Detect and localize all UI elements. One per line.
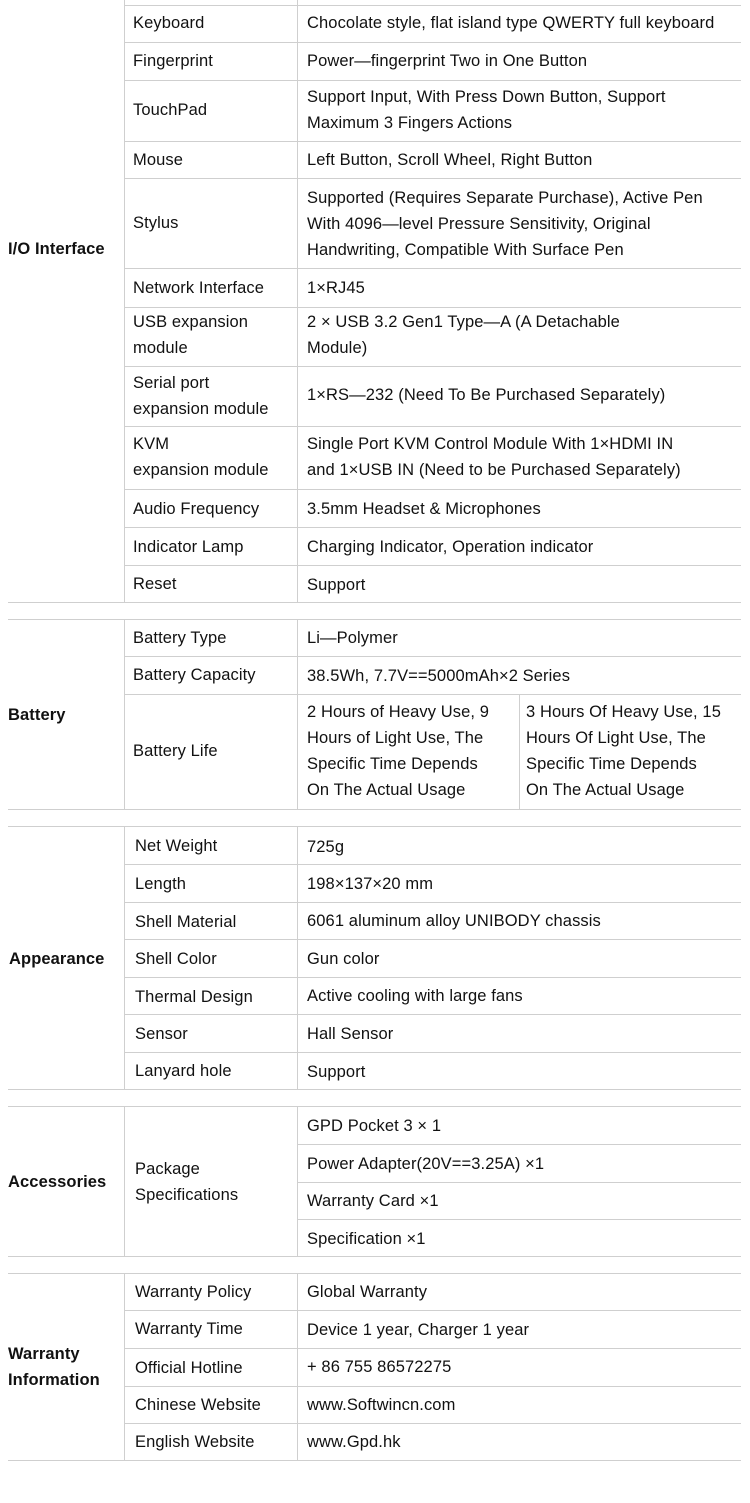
divider — [124, 366, 741, 367]
package-item: Power Adapter(20V==3.25A) ×1 — [307, 1155, 545, 1173]
spec-label-touchpad: TouchPad — [133, 101, 208, 119]
spec-value-touchpad-line2: Maximum 3 Fingers Actions — [307, 114, 513, 132]
divider — [124, 426, 741, 427]
spec-value-stylus-line3: Handwriting, Compatible With Surface Pen — [307, 241, 624, 259]
spec-label-keyboard: Keyboard — [133, 14, 205, 32]
spec-value-sensor: Hall Sensor — [307, 1025, 394, 1043]
spec-value-shell-material: 6061 aluminum alloy UNIBODY chassis — [307, 912, 601, 930]
divider — [124, 527, 741, 528]
spec-label-official-hotline: Official Hotline — [135, 1359, 243, 1377]
divider — [8, 1460, 741, 1461]
spec-label-indicator: Indicator Lamp — [133, 538, 244, 556]
category-appearance: Appearance — [9, 950, 105, 968]
spec-value-battery-life-a-line2: Hours of Light Use, The — [307, 729, 484, 747]
package-item: GPD Pocket 3 × 1 — [307, 1117, 442, 1135]
divider — [124, 1348, 741, 1349]
divider — [124, 902, 741, 903]
spec-label-shell-color: Shell Color — [135, 950, 217, 968]
divider — [124, 939, 741, 940]
spec-value-battery-type: Li—Polymer — [307, 629, 398, 647]
spec-label-length: Length — [135, 875, 187, 893]
divider — [124, 5, 741, 6]
spec-label-serial-line1: Serial port — [133, 374, 210, 392]
spec-value-battery-life-a-line4: On The Actual Usage — [307, 781, 466, 799]
divider — [8, 619, 741, 620]
spec-label-chinese-website: Chinese Website — [135, 1396, 261, 1414]
divider — [124, 1386, 741, 1387]
spec-label-battery-capacity: Battery Capacity — [133, 666, 256, 684]
spec-label-thermal-design: Thermal Design — [135, 988, 253, 1006]
divider — [124, 141, 741, 142]
spec-value-lanyard-hole: Support — [307, 1063, 366, 1081]
spec-value-battery-life-a-line1: 2 Hours of Heavy Use, 9 — [307, 703, 490, 721]
divider — [124, 565, 741, 566]
spec-value-keyboard: Chocolate style, flat island type QWERTY full keyboard — [307, 14, 715, 32]
spec-label-kvm-line2: expansion module — [133, 461, 269, 479]
divider — [124, 1423, 741, 1424]
divider — [519, 694, 520, 810]
spec-label-lanyard-hole: Lanyard hole — [135, 1062, 232, 1080]
divider — [124, 178, 741, 179]
divider — [124, 977, 741, 978]
category-warranty-line1: Warranty — [8, 1345, 80, 1363]
spec-value-net-weight: 725g — [307, 838, 345, 856]
spec-label-usb-line1: USB expansion — [133, 313, 249, 331]
spec-value-warranty-time: Device 1 year, Charger 1 year — [307, 1321, 530, 1339]
spec-label-package-line1: Package — [135, 1160, 200, 1178]
spec-value-serial: 1×RS—232 (Need To Be Purchased Separately) — [307, 386, 666, 404]
divider — [124, 1273, 125, 1461]
spec-label-reset: Reset — [133, 575, 177, 593]
spec-label-kvm-line1: KVM — [133, 435, 170, 453]
divider — [297, 0, 298, 602]
divider — [297, 1144, 741, 1145]
spec-label-audio: Audio Frequency — [133, 500, 260, 518]
divider — [124, 619, 125, 810]
divider — [124, 1106, 125, 1257]
spec-value-kvm-line1: Single Port KVM Control Module With 1×HDMI IN — [307, 435, 674, 453]
spec-label-fingerprint: Fingerprint — [133, 52, 213, 70]
divider — [124, 0, 125, 602]
spec-value-touchpad-line1: Support Input, With Press Down Button, Support — [307, 88, 666, 106]
divider — [124, 694, 741, 695]
spec-label-sensor: Sensor — [135, 1025, 188, 1043]
category-battery: Battery — [8, 706, 66, 724]
spec-value-battery-life-b-line1: 3 Hours Of Heavy Use, 15 — [526, 703, 721, 721]
spec-value-official-hotline: + 86 755 86572275 — [307, 1358, 452, 1376]
spec-label-usb-line2: module — [133, 339, 188, 357]
spec-value-usb-line1: 2 × USB 3.2 Gen1 Type—A (A Detachable — [307, 313, 620, 331]
spec-value-battery-life-b-line3: Specific Time Depends — [526, 755, 697, 773]
divider — [124, 307, 741, 308]
divider — [124, 1014, 741, 1015]
divider — [124, 1052, 741, 1053]
spec-label-shell-material: Shell Material — [135, 913, 237, 931]
spec-label-package-line2: Specifications — [135, 1186, 239, 1204]
divider — [124, 826, 125, 1090]
spec-label-battery-type: Battery Type — [133, 629, 227, 647]
spec-value-battery-life-b-line2: Hours Of Light Use, The — [526, 729, 706, 747]
spec-label-net-weight: Net Weight — [135, 837, 218, 855]
spec-value-length: 198×137×20 mm — [307, 875, 434, 893]
english-website-link[interactable]: www.Gpd.hk — [307, 1433, 401, 1451]
divider — [124, 489, 741, 490]
spec-value-usb-line2: Module) — [307, 339, 368, 357]
spec-value-fingerprint: Power—fingerprint Two in One Button — [307, 52, 588, 70]
divider — [124, 80, 741, 81]
category-io-interface: I/O Interface — [8, 240, 105, 258]
divider — [8, 826, 741, 827]
spec-value-stylus-line2: With 4096—level Pressure Sensitivity, Original — [307, 215, 651, 233]
spec-value-mouse: Left Button, Scroll Wheel, Right Button — [307, 151, 593, 169]
category-warranty-line2: Information — [8, 1371, 100, 1389]
spec-label-english-website: English Website — [135, 1433, 255, 1451]
category-accessories: Accessories — [8, 1173, 107, 1191]
spec-value-indicator: Charging Indicator, Operation indicator — [307, 538, 594, 556]
divider — [124, 42, 741, 43]
divider — [297, 1182, 741, 1183]
divider — [297, 1273, 298, 1461]
spec-value-battery-life-b-line4: On The Actual Usage — [526, 781, 685, 799]
spec-value-audio: 3.5mm Headset & Microphones — [307, 500, 541, 518]
package-item: Warranty Card ×1 — [307, 1192, 439, 1210]
spec-value-reset: Support — [307, 576, 366, 594]
spec-value-stylus-line1: Supported (Requires Separate Purchase), Active Pen — [307, 189, 703, 207]
chinese-website-link[interactable]: www.Softwincn.com — [307, 1396, 456, 1414]
spec-value-shell-color: Gun color — [307, 950, 380, 968]
divider — [124, 268, 741, 269]
spec-label-warranty-policy: Warranty Policy — [135, 1283, 252, 1301]
divider — [124, 1310, 741, 1311]
spec-value-thermal-design: Active cooling with large fans — [307, 987, 523, 1005]
spec-value-battery-capacity: 38.5Wh, 7.7V==5000mAh×2 Series — [307, 667, 571, 685]
divider — [8, 1273, 741, 1274]
divider — [8, 602, 741, 603]
spec-label-warranty-time: Warranty Time — [135, 1320, 243, 1338]
divider — [8, 1256, 741, 1257]
spec-value-kvm-line2: and 1×USB IN (Need to be Purchased Separately) — [307, 461, 681, 479]
spec-value-battery-life-a-line3: Specific Time Depends — [307, 755, 478, 773]
spec-label-serial-line2: expansion module — [133, 400, 269, 418]
divider — [8, 1089, 741, 1090]
divider — [297, 826, 298, 1090]
spec-value-network-interface: 1×RJ45 — [307, 279, 365, 297]
spec-label-stylus: Stylus — [133, 214, 179, 232]
spec-label-network-interface: Network Interface — [133, 279, 265, 297]
divider — [124, 864, 741, 865]
divider — [124, 656, 741, 657]
package-item: Specification ×1 — [307, 1230, 426, 1248]
spec-value-warranty-policy: Global Warranty — [307, 1283, 428, 1301]
divider — [297, 619, 298, 810]
divider — [297, 1219, 741, 1220]
divider — [8, 1106, 741, 1107]
spec-label-battery-life: Battery Life — [133, 742, 218, 760]
divider — [8, 809, 741, 810]
spec-label-mouse: Mouse — [133, 151, 184, 169]
